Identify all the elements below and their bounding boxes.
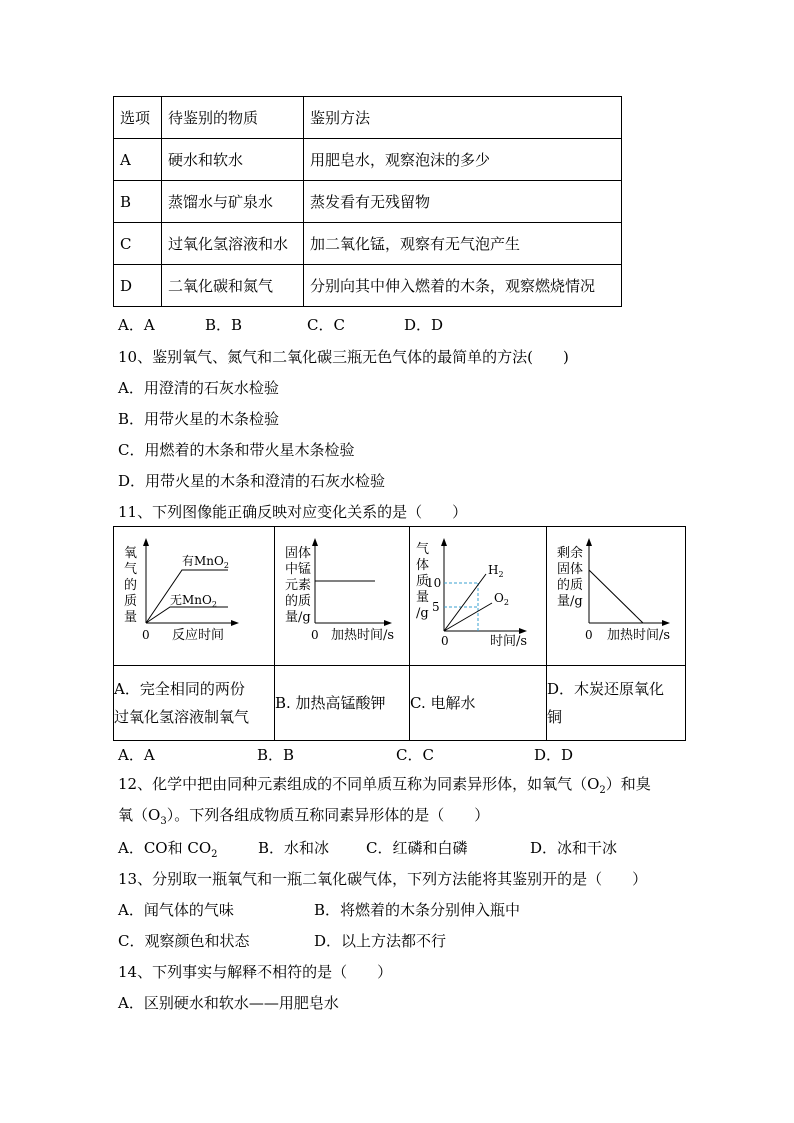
y-label-line: 量/g xyxy=(285,610,311,625)
caption-a-line2: 过氧化氢溶液制氧气 xyxy=(114,708,250,726)
table-cell: B xyxy=(114,181,162,223)
x-axis-label: 加热时间/s xyxy=(607,628,671,643)
origin-label: 0 xyxy=(441,634,449,648)
graph-c xyxy=(410,527,546,661)
q10-option-d[interactable]: D．用带火星的木条和澄清的石灰水检验 xyxy=(118,472,386,490)
q13-stem: 13、分别取一瓶氧气和一瓶二氧化碳气体，下列方法能将其鉴别开的是（ ） xyxy=(118,870,648,888)
identification-table xyxy=(113,96,622,307)
table-cell: 硬水和软水 xyxy=(162,139,304,181)
x-axis-label: 加热时间/s xyxy=(331,628,395,643)
table-cell: 二氧化碳和氮气 xyxy=(162,265,304,307)
graph-cell-a xyxy=(114,527,275,666)
caption-a xyxy=(114,666,275,741)
x-axis-arrow xyxy=(662,620,670,626)
y-axis-arrow xyxy=(441,538,447,546)
table-row xyxy=(114,139,622,181)
origin-label: 0 xyxy=(142,628,150,642)
q14-option-a[interactable]: A．区别硬水和软水——用肥皂水 xyxy=(118,994,339,1012)
y-label-char: 的 xyxy=(124,578,138,593)
caption-d-line1: D．木炭还原氧化 xyxy=(547,680,665,698)
graph-table xyxy=(113,526,686,741)
table-header-row xyxy=(114,97,622,139)
q12-stem-line1: 12、化学中把由同种元素组成的不同单质互称为同素异形体，如氧气$(O_2)$和臭 xyxy=(118,775,651,796)
caption-row xyxy=(114,666,686,741)
curve-without-mno2 xyxy=(146,607,228,623)
y-label-line: 固体 xyxy=(557,562,584,577)
table-row xyxy=(114,223,622,265)
tick-10: 10 xyxy=(426,576,442,590)
table-header-cell: 待鉴别的物质 xyxy=(162,97,304,139)
table-cell: 分别向其中伸入燃着的木条，观察燃烧情况 xyxy=(304,265,622,307)
graph-row xyxy=(114,527,686,666)
q13-option-b[interactable]: B．将燃着的木条分别伸入瓶中 xyxy=(314,901,521,919)
y-label-char: 气 xyxy=(416,542,430,557)
graph-a xyxy=(114,527,274,661)
graph-cell-d xyxy=(547,527,686,666)
q11-option-a[interactable]: A．A xyxy=(118,746,155,764)
q13-option-d[interactable]: D．以上方法都不行 xyxy=(314,932,447,950)
q10-option-c[interactable]: C．用燃着的木条和带火星木条检验 xyxy=(118,441,355,459)
caption-c: C. 电解水 xyxy=(410,666,547,741)
x-axis-arrow xyxy=(231,620,239,626)
table-cell: 加二氧化锰，观察有无气泡产生 xyxy=(304,223,622,265)
q10-option-b[interactable]: B．用带火星的木条检验 xyxy=(118,410,280,428)
table-cell: 蒸馏水与矿泉水 xyxy=(162,181,304,223)
x-axis-label: 时间/s xyxy=(490,634,528,649)
origin-label: 0 xyxy=(311,628,319,642)
y-axis-arrow xyxy=(586,538,592,546)
origin-label: 0 xyxy=(585,628,593,642)
q12-stem-line2: 氧$(O_3)$。下列各组成物质互称同素异形体的是（ ） xyxy=(118,806,490,827)
table-header-cell: 鉴别方法 xyxy=(304,97,622,139)
o2-label: $O_2$ xyxy=(494,591,509,607)
y-label-line: 中锰 xyxy=(285,562,312,577)
caption-d-line2: 铜 xyxy=(547,708,563,726)
y-label-char: /g xyxy=(416,606,429,621)
y-label-char: 氧 xyxy=(124,546,138,561)
q9-option-a[interactable]: A．A xyxy=(118,316,155,334)
table-cell: D xyxy=(114,265,162,307)
caption-d xyxy=(547,666,686,741)
table-cell: 用肥皂水，观察泡沫的多少 xyxy=(304,139,622,181)
q11-option-d[interactable]: D．D xyxy=(534,746,574,764)
y-label-char: 量 xyxy=(124,610,138,625)
q11-option-c[interactable]: C．C xyxy=(396,746,434,764)
y-label-line: 固体 xyxy=(285,546,312,561)
q12-option-b[interactable]: B．水和冰 xyxy=(258,839,330,857)
q11-option-b[interactable]: B．B xyxy=(257,746,295,764)
table-cell: C xyxy=(114,223,162,265)
caption-b: B. 加热高锰酸钾 xyxy=(275,666,410,741)
table-row xyxy=(114,181,622,223)
caption-a-line1: A．完全相同的两份 xyxy=(114,680,245,698)
q14-stem: 14、下列事实与解释不相符的是（ ） xyxy=(118,963,393,981)
q9-option-c[interactable]: C．C xyxy=(307,316,345,334)
graph-cell-b xyxy=(275,527,410,666)
decreasing-line xyxy=(589,570,643,623)
q9-option-b[interactable]: B．B xyxy=(205,316,243,334)
y-label-char: 量 xyxy=(416,590,430,605)
graph-b xyxy=(275,527,409,661)
table-row xyxy=(114,265,622,307)
graph-cell-c xyxy=(410,527,547,666)
y-label-line: 剩余 xyxy=(557,546,584,561)
y-label-line: 的质 xyxy=(285,594,312,609)
tick-5: 5 xyxy=(432,600,440,614)
table-cell: 过氧化氢溶液和水 xyxy=(162,223,304,265)
y-label-char: 气 xyxy=(124,562,138,577)
h2-label: $H_2$ xyxy=(488,563,504,579)
q11-stem: 11、下列图像能正确反映对应变化关系的是（ ） xyxy=(118,503,468,521)
y-label-char: 体 xyxy=(416,558,430,573)
q10-stem: 10、鉴别氧气、氮气和二氧化碳三瓶无色气体的最简单的方法( ) xyxy=(118,348,569,366)
y-axis-arrow xyxy=(143,538,149,546)
y-axis-arrow xyxy=(312,538,318,546)
y-label-line: 元素 xyxy=(285,578,312,593)
table-cell: 蒸发看有无残留物 xyxy=(304,181,622,223)
y-label-char: 质 xyxy=(124,594,138,609)
q12-option-d[interactable]: D．冰和干冰 xyxy=(530,839,618,857)
q9-option-d[interactable]: D．D xyxy=(404,316,444,334)
y-label-line: 的质 xyxy=(557,578,584,593)
q10-option-a[interactable]: A．用澄清的石灰水检验 xyxy=(118,379,279,397)
y-label-char: 质 xyxy=(416,574,430,589)
q13-option-a[interactable]: A．闻气体的气味 xyxy=(118,901,234,919)
q12-option-a[interactable]: A．CO和 $CO_2$ xyxy=(118,839,218,860)
q13-option-c[interactable]: C．观察颜色和状态 xyxy=(118,932,250,950)
q12-option-c[interactable]: C．红磷和白磷 xyxy=(366,839,468,857)
graph-d xyxy=(547,527,685,661)
x-axis-arrow xyxy=(384,620,392,626)
y-label-line: 量/g xyxy=(557,594,583,609)
x-axis-label: 反应时间 xyxy=(172,628,225,643)
table-cell: A xyxy=(114,139,162,181)
curve-label-without: 无MnO$_2$ xyxy=(170,593,217,609)
curve-label-with: 有MnO$_2$ xyxy=(182,554,229,570)
table-header-cell: 选项 xyxy=(114,97,162,139)
